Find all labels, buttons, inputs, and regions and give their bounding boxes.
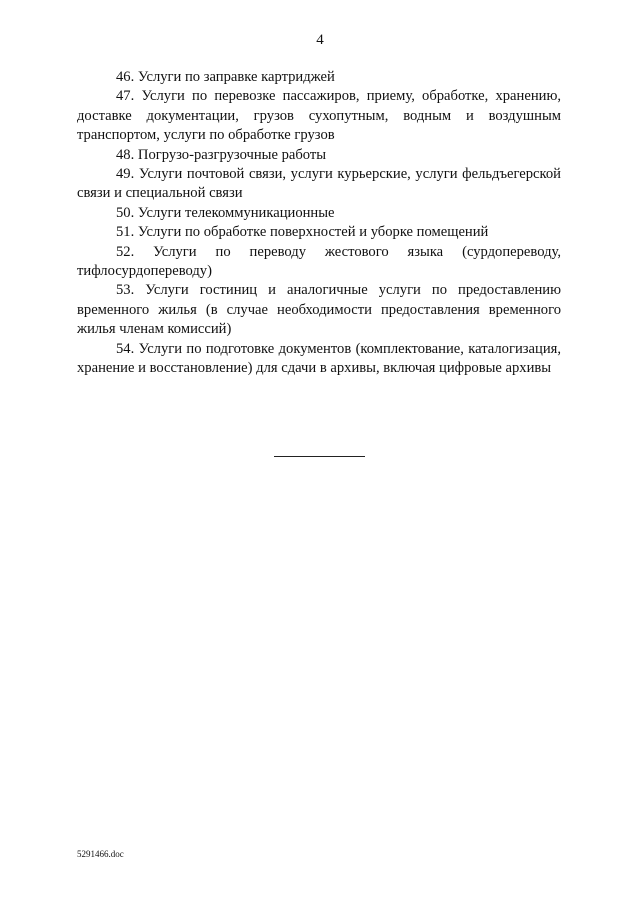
- list-item: [77, 281, 561, 339]
- item-text: Погрузо-разгрузочные работы: [137, 146, 327, 163]
- item-text: Услуги по заправке картриджей: [137, 69, 335, 85]
- item-text: Услуги гостиниц и аналогичные услуги по предоставлению временного жилья (в случае необходимости предоставления временного жилья членам комиссий): [77, 282, 561, 338]
- list-item: [77, 340, 561, 379]
- item-text: Услуги по обработке поверхностей и уборке помещений: [137, 224, 489, 241]
- list-item: [77, 146, 561, 165]
- item-number: 50.: [116, 204, 135, 221]
- list-item: [77, 243, 561, 282]
- services-list: [77, 68, 561, 379]
- list-item: [77, 204, 561, 223]
- item-number: 51.: [116, 224, 135, 241]
- page-number: 4: [316, 32, 324, 48]
- item-number: 47.: [116, 88, 135, 105]
- item-text: Услуги почтовой связи, услуги курьерские, услуги фельдъегерской связи и специальной связи: [77, 166, 561, 202]
- item-text: Услуги по подготовке документов (комплектование, каталогизация, хранение и восстановление) для сдачи в архивы, включая цифровые архивы: [77, 340, 561, 377]
- end-of-list-rule: [274, 456, 365, 457]
- footer-filename: 5291466.doc: [77, 849, 124, 859]
- item-number: 54.: [116, 340, 135, 357]
- item-text: Услуги по переводу жестового языка (сурдопереводу, тифлосурдопереводу): [77, 243, 561, 280]
- item-text: Услуги по перевозке пассажиров, приему, обработке, хранению, доставке документации, грузов сухопутным, водным и воздушным транспортом, услуги по обработке грузов: [77, 88, 561, 144]
- item-number: 46.: [116, 69, 135, 85]
- item-number: 48.: [116, 146, 135, 163]
- list-item: [77, 87, 561, 145]
- item-number: 49.: [116, 166, 135, 183]
- list-item: [77, 68, 561, 87]
- item-number: 52.: [116, 243, 135, 260]
- list-item: [77, 223, 561, 242]
- list-item: [77, 165, 561, 204]
- item-number: 53.: [116, 282, 135, 299]
- item-text: Услуги телекоммуникационные: [137, 204, 335, 221]
